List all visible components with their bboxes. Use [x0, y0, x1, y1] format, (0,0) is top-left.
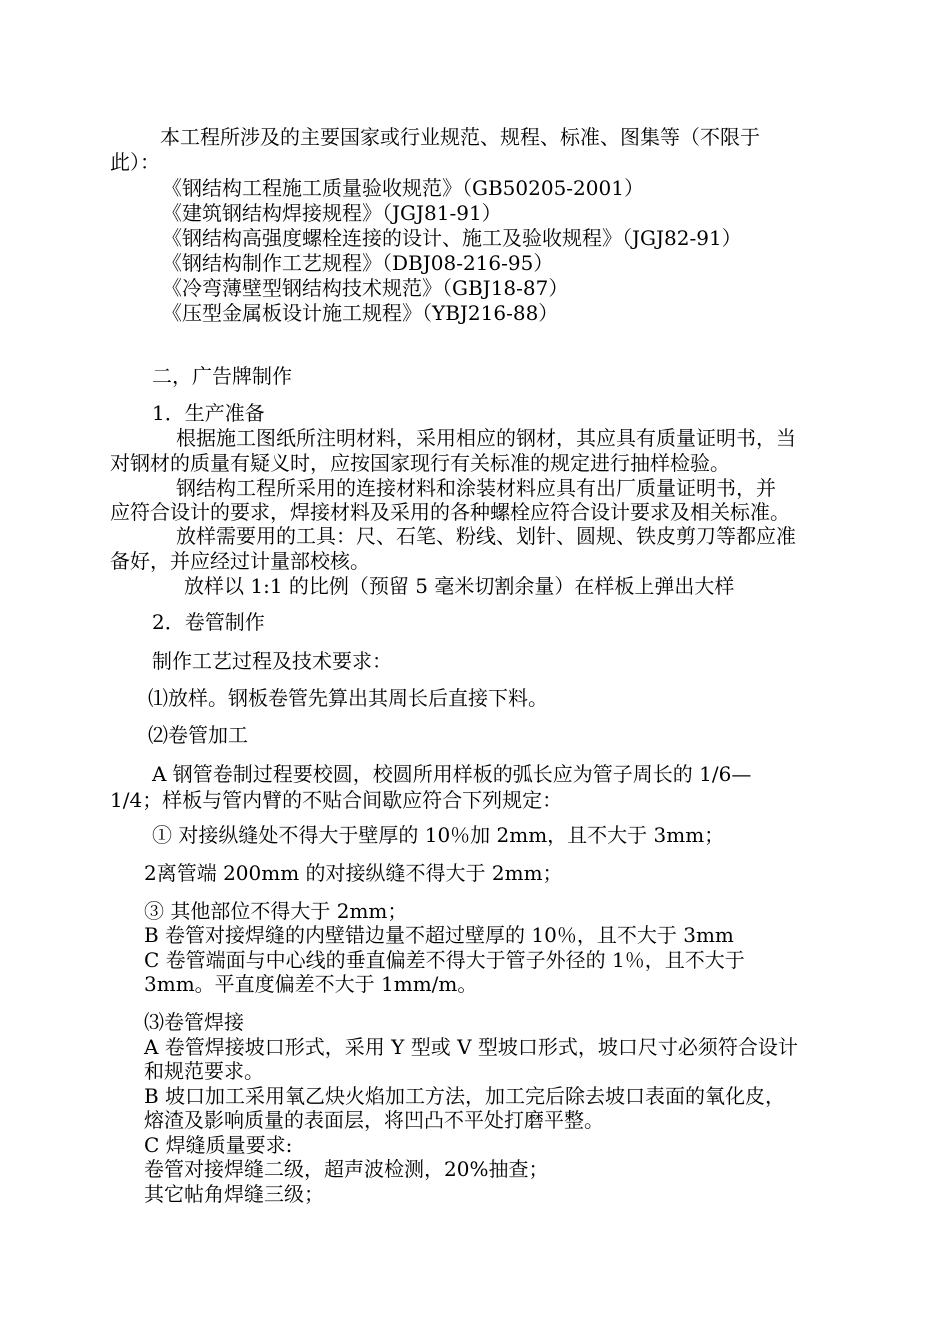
paragraph-line: 熔渣及影响质量的表面层，将凹凸不平处打磨平整。 — [144, 1108, 604, 1132]
intro-line-2: 此）： — [110, 150, 160, 174]
intro-line-1: 本工程所涉及的主要国家或行业规范、规程、标准、图集等（不限于 — [160, 125, 760, 149]
paragraph-line: 卷管对接焊缝二级，超声波检测，20%抽查； — [144, 1157, 549, 1181]
paragraph-line: 和规范要求。 — [144, 1059, 264, 1083]
paragraph-line: 对钢材的质量有疑义时，应按国家现行有关标准的规定进行抽样检验。 — [110, 451, 730, 475]
subsection-heading: 2．卷管制作 — [152, 610, 265, 634]
paragraph-line: B 坡口加工采用氧乙炔火焰加工方法，加工完后除去坡口表面的氧化皮， — [144, 1084, 786, 1108]
paragraph-line: 备好，并应经过计量部校核。 — [110, 549, 370, 573]
paragraph-line: B 卷管对接焊缝的内壁错边量不超过壁厚的 10％，且不大于 3mm — [144, 923, 734, 947]
step-line: ⑵卷管加工 — [148, 723, 248, 747]
paragraph-line: 放样以 1:1 的比例（预留 5 毫米切割余量）在样板上弹出大样 — [184, 574, 735, 598]
paragraph-line: C 卷管端面与中心线的垂直偏差不得大于管子外径的 1％，且不大于 — [144, 948, 745, 972]
standard-item: 《压型金属板设计施工规程》（YBJ216-88） — [162, 301, 559, 325]
paragraph-line: 钢结构工程所采用的连接材料和涂装材料应具有出厂质量证明书，并 — [176, 476, 776, 500]
paragraph-line: 根据施工图纸所注明材料，采用相应的钢材，其应具有质量证明书，当 — [176, 426, 796, 450]
section-heading: 二，广告牌制作 — [152, 364, 292, 388]
rule-item: 2离管端 200mm 的对接纵缝不得大于 2mm； — [144, 861, 563, 885]
step-line: ⑶卷管焊接 — [144, 1010, 244, 1034]
standard-item: 《钢结构高强度螺栓连接的设计、施工及验收规程》（JGJ82-91） — [162, 226, 742, 250]
standard-item: 《钢结构工程施工质量验收规范》（GB50205-2001） — [162, 176, 644, 200]
rule-item: ① 对接纵缝处不得大于壁厚的 10％加 2mm，且不大于 3mm； — [152, 823, 725, 847]
step-line: ⑴放样。钢板卷管先算出其周长后直接下料。 — [148, 686, 548, 710]
paragraph-line: A 卷管焊接坡口形式，采用 Y 型或 V 型坡口形式，坡口尺寸必须符合设计 — [144, 1035, 798, 1059]
paragraph-line: 应符合设计的要求，焊接材料及采用的各种螺栓应符合设计要求及相关标准。 — [110, 500, 790, 524]
paragraph-line: 放样需要用的工具：尺、石笔、粉线、划针、圆规、铁皮剪刀等都应准 — [176, 524, 796, 548]
paragraph-line: 1/4；样板与管内臂的不贴合间歇应符合下列规定： — [110, 788, 563, 812]
paragraph-line: 制作工艺过程及技术要求： — [152, 649, 392, 673]
rule-item: ③ 其他部位不得大于 2mm； — [144, 899, 408, 923]
standard-item: 《冷弯薄壁型钢结构技术规范》（GBJ18-87） — [162, 276, 569, 300]
standard-item: 《建筑钢结构焊接规程》（JGJ81-91） — [162, 201, 502, 225]
subsection-heading: 1．生产准备 — [152, 401, 265, 425]
paragraph-line: A 钢管卷制过程要校圆，校圆所用样板的弧长应为管子周长的 1/6— — [152, 762, 752, 786]
standard-item: 《钢结构制作工艺规程》（DBJ08-216-95） — [162, 251, 554, 275]
paragraph-line: C 焊缝质量要求: — [144, 1133, 293, 1157]
paragraph-line: 其它帖角焊缝三级； — [144, 1182, 324, 1206]
paragraph-line: 3mm。平直度偏差不大于 1mm/m。 — [144, 972, 478, 996]
